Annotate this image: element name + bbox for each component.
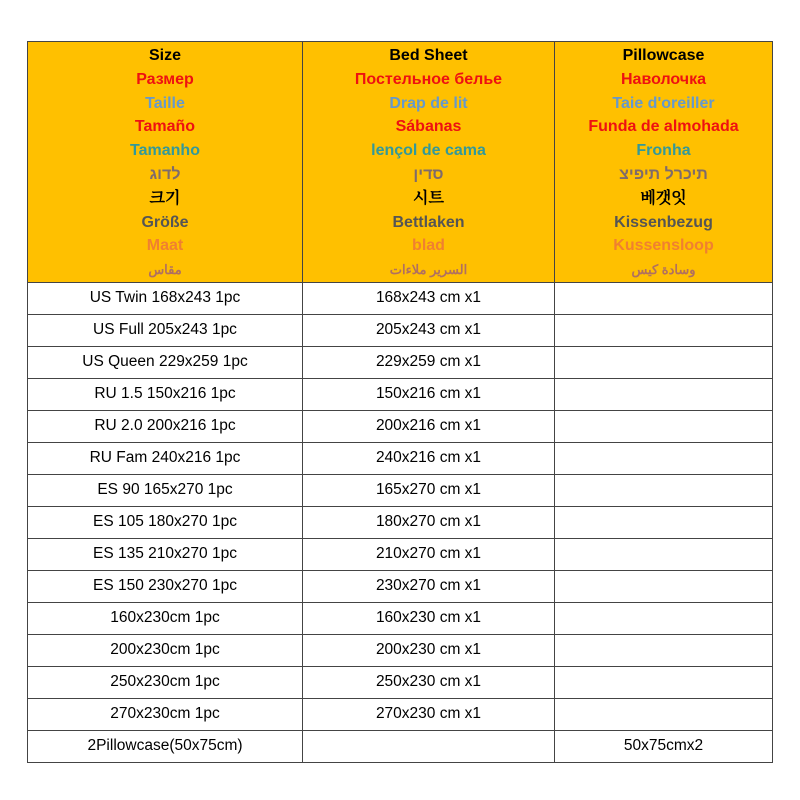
size-cell: 250x230cm 1pc [28,666,303,698]
header-size-label-7: Größe [141,213,189,231]
header-pillowcase-label-4: Fronha [636,142,691,160]
bed-sheet-cell: 150x216 cm x1 [303,378,555,410]
header-row [28,42,773,283]
header-bed-sheet-label-3: Sábanas [395,118,462,136]
header-bed-sheet [303,42,555,283]
bed-sheet-cell: 205x243 cm x1 [303,314,555,346]
pillowcase-cell [555,602,773,634]
table-row [28,314,773,346]
pillowcase-cell [555,282,773,314]
table-row [28,442,773,474]
size-cell: 270x230cm 1pc [28,698,303,730]
header-pillowcase-label-2: Taie d'oreiller [612,94,715,112]
header-bed-sheet-label-4: lençol de cama [371,142,486,160]
header-pillowcase-label-1: Наволочка [621,70,706,88]
bed-sheet-cell: 240x216 cm x1 [303,442,555,474]
bed-sheet-cell: 168x243 cm x1 [303,282,555,314]
header-pillowcase-label-8: Kussensloop [613,237,714,255]
table-row [28,506,773,538]
pillowcase-cell [555,698,773,730]
header-bed-sheet-label-0: Bed Sheet [389,47,468,64]
header-bed-sheet-label-2: Drap de lit [389,94,468,112]
bed-sheet-cell: 230x270 cm x1 [303,570,555,602]
size-cell: 2Pillowcase(50x75cm) [28,730,303,762]
header-size-label-1: Размер [136,70,194,88]
size-cell: US Queen 229x259 1pc [28,346,303,378]
bed-sheet-cell: 229x259 cm x1 [303,346,555,378]
bed-sheet-cell: 270x230 cm x1 [303,698,555,730]
header-size-label-5: לדוג [149,165,181,183]
size-cell: 200x230cm 1pc [28,634,303,666]
header-bed-sheet-label-5: סדין [413,165,444,183]
pillowcase-cell [555,314,773,346]
header-size-label-4: Tamanho [130,142,200,160]
table-row [28,666,773,698]
size-cell: US Full 205x243 1pc [28,314,303,346]
header-size [28,42,303,283]
table-row [28,698,773,730]
table-row [28,634,773,666]
pillowcase-cell [555,634,773,666]
header-size-label-2: Taille [145,94,185,112]
header-pillowcase-label-7: Kissenbezug [614,213,713,231]
size-cell: RU 1.5 150x216 1pc [28,378,303,410]
table-row [28,282,773,314]
pillowcase-cell [555,410,773,442]
header-bed-sheet-label-9: السرير ملاءات [389,262,468,278]
pillowcase-cell [555,442,773,474]
size-cell: 160x230cm 1pc [28,602,303,634]
bed-sheet-cell: 250x230 cm x1 [303,666,555,698]
pillowcase-cell: 50x75cmx2 [555,730,773,762]
header-bed-sheet-label-8: blad [412,237,445,255]
size-cell: RU Fam 240x216 1pc [28,442,303,474]
header-bed-sheet-label-7: Bettlaken [392,213,465,231]
bed-sheet-cell: 200x230 cm x1 [303,634,555,666]
size-cell: ES 105 180x270 1pc [28,506,303,538]
bed-sheet-cell: 200x216 cm x1 [303,410,555,442]
header-bed-sheet-label-6: 시트 [413,189,444,207]
table-row [28,378,773,410]
pillowcase-cell [555,378,773,410]
bed-sheet-cell: 165x270 cm x1 [303,474,555,506]
table-row [28,410,773,442]
header-pillowcase-label-9: وسادة كيس [631,262,696,278]
bed-sheet-cell: 180x270 cm x1 [303,506,555,538]
bed-sheet-cell: 160x230 cm x1 [303,602,555,634]
header-pillowcase [555,42,773,283]
header-size-label-9: مقاس [148,262,182,278]
table-body [28,282,773,762]
size-chart-table [27,41,773,763]
size-cell: ES 150 230x270 1pc [28,570,303,602]
pillowcase-cell [555,570,773,602]
header-size-label-6: 크기 [149,189,181,207]
pillowcase-cell [555,538,773,570]
table-row [28,346,773,378]
header-pillowcase-label-6: 베갯잇 [640,189,687,207]
pillowcase-cell [555,474,773,506]
size-cell: ES 135 210x270 1pc [28,538,303,570]
size-cell: RU 2.0 200x216 1pc [28,410,303,442]
header-pillowcase-label-5: תיכרל תיפיצ [619,165,708,183]
bed-sheet-cell: 210x270 cm x1 [303,538,555,570]
size-cell: US Twin 168x243 1pc [28,282,303,314]
pillowcase-cell [555,346,773,378]
table-row [28,538,773,570]
header-size-label-0: Size [148,47,181,64]
size-cell: ES 90 165x270 1pc [28,474,303,506]
bed-sheet-cell [303,730,555,762]
pillowcase-cell [555,666,773,698]
pillowcase-cell [555,506,773,538]
header-bed-sheet-label-1: Постельное белье [354,70,503,88]
table-row [28,602,773,634]
header-pillowcase-label-0: Pillowcase [622,47,705,64]
table-row [28,730,773,762]
header-size-label-3: Tamaño [134,118,196,136]
table-row [28,474,773,506]
header-size-label-8: Maat [146,237,184,255]
header-pillowcase-label-3: Funda de almohada [588,118,739,136]
table-row [28,570,773,602]
